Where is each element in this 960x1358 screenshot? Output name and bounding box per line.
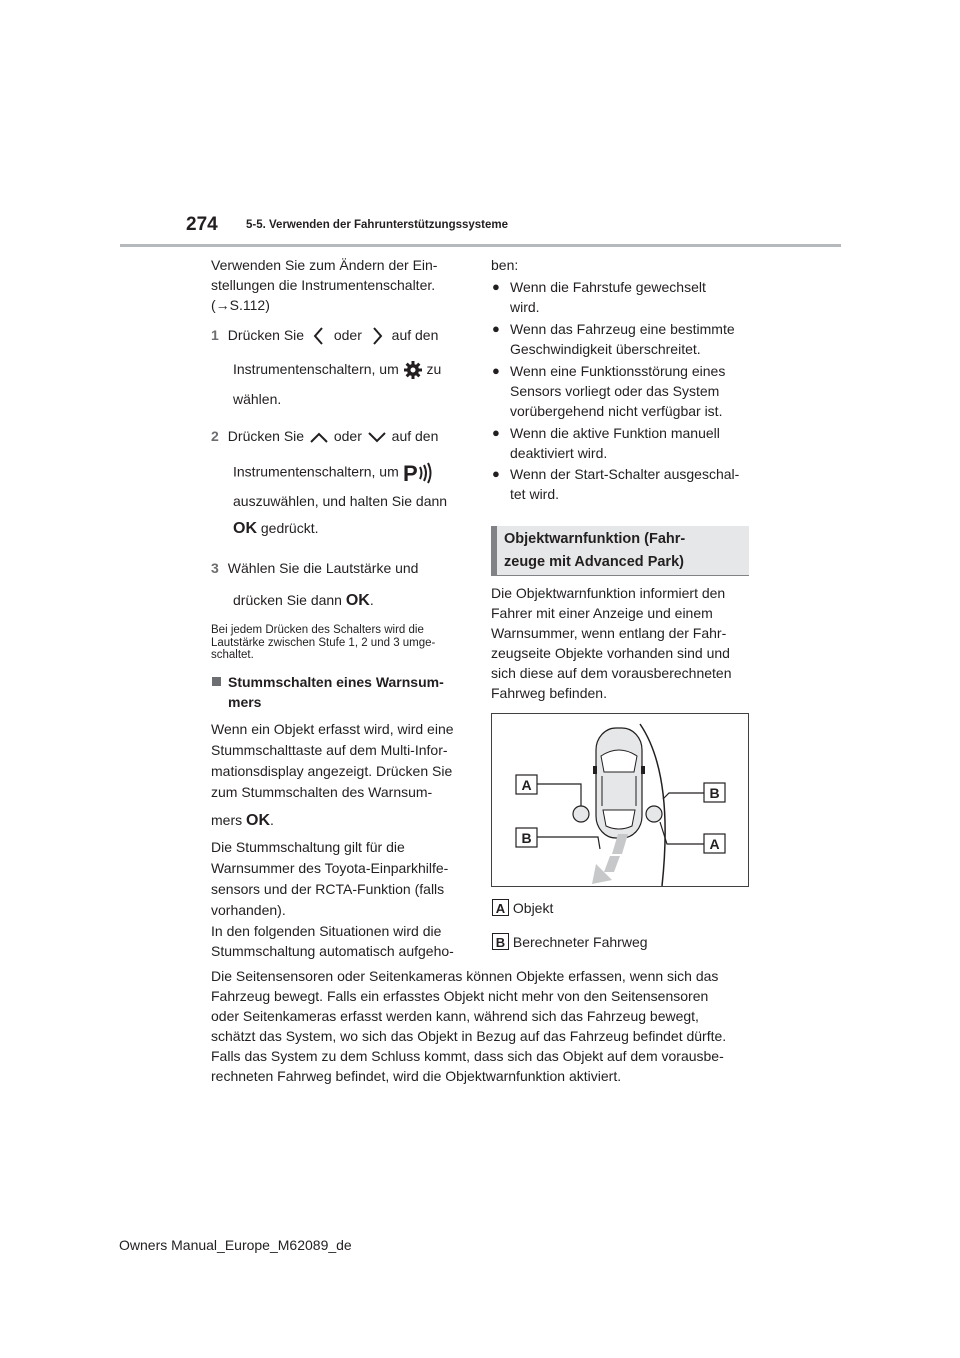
bullet-icon: ● xyxy=(492,425,500,440)
chevron-up-icon xyxy=(308,429,330,445)
label-b-left: B xyxy=(521,830,532,846)
sensor-explanation: Die Seitensensoren oder Seitenkameras können Objekte erfassen, wenn sich das Fahrzeug bewegt. Falls ein erfasstes Objekt nicht mehr von den Seitensensoren oder Seitenkameras erfasst werden kann, während sich das Fahrzeug bewegt, schätzt das System, wo sich das Objekt in Bezug auf das Fahrzeug befindet dürfte. Falls das System zu dem Schluss kommt, dass sich das Objekt auf dem vorausbe- rechneten Fahrweg befindet, wird die Objektwarnfunktion aktiviert. xyxy=(211,968,727,1084)
bullet-item: Wenn die Fahrstufe gewechselt wird. xyxy=(510,279,706,315)
object-right xyxy=(646,806,662,822)
auto-cancel-text: In den folgenden Situationen wird die Stummschaltung automatisch aufgeho- xyxy=(211,923,454,959)
bullet-item: Wenn das Fahrzeug eine bestimmte Geschwindigkeit überschreitet. xyxy=(510,321,735,357)
step-1-line2: Instrumentenschaltern, um zu xyxy=(233,359,441,380)
section-title: 5-5. Verwenden der Fahrunterstützungssysteme xyxy=(246,219,509,231)
step-1-line3: wählen. xyxy=(233,391,282,407)
step-2: 2 Drücken Sie oder auf den xyxy=(211,428,439,444)
mute-scope-text: Die Stummschaltung gilt für die Warnsummer des Toyota-Einparkhilfe- sensors und der RCTA-Funktion (falls vorhanden). xyxy=(211,839,449,918)
header-divider xyxy=(120,244,841,247)
step-3-line2: drücken Sie dann OK. xyxy=(233,592,374,609)
mute-heading: Stummschalten eines Warnsum- mers xyxy=(228,674,444,710)
object-left xyxy=(573,806,589,822)
intro-text: Verwenden Sie zum Ändern der Ein- stellungen die Instrumentenschalter. (→S.112) xyxy=(211,257,438,313)
footer-text: Owners Manual_Europe_M62089_de xyxy=(119,1237,352,1253)
legend-text: Objekt xyxy=(512,900,554,916)
chevron-right-icon xyxy=(366,325,388,347)
object-warning-diagram xyxy=(491,713,749,887)
page-number: 274 xyxy=(186,214,218,235)
bullet-item: Wenn die aktive Funktion manuell deaktiviert wird. xyxy=(510,425,720,461)
legend-text: Berechneter Fahrweg xyxy=(512,934,648,950)
step-3: 3 Wählen Sie die Lautstärke und xyxy=(211,560,419,576)
function-description: Die Objektwarnfunktion informiert den Fahrer mit einer Anzeige und einem Warnsummer, wenn entlang der Fahr- zeugseite Objekte vorhanden sind und sich diese auf dem vorausberechneten Fahrweg befinden. xyxy=(491,585,732,701)
bullet-icon: ● xyxy=(492,321,500,336)
chevron-down-icon xyxy=(366,429,388,445)
mute-text: Wenn ein Objekt erfasst wird, wird eine Stummschalttaste auf dem Multi-Infor- mationsdisplay angezeigt. Drücken Sie zum Stummschalten des Warnsum- xyxy=(211,721,454,800)
step-2-line3: auszuwählen, und halten Sie dann xyxy=(233,493,448,509)
label-b-right: B xyxy=(709,785,720,801)
car-diagram xyxy=(492,714,748,886)
legend-item-b xyxy=(492,932,648,952)
continued-text: ben: xyxy=(491,257,519,273)
ok-button-symbol: OK xyxy=(345,592,370,609)
legend-key: A xyxy=(492,899,509,916)
step-1: 1 Drücken Sie oder auf den xyxy=(211,325,438,347)
legend-item-a xyxy=(492,898,553,918)
label-a-right: A xyxy=(709,836,720,852)
motion-arrow-icon xyxy=(592,834,628,884)
bullet-icon: ● xyxy=(492,279,500,294)
subsection-marker xyxy=(212,677,221,686)
mute-text-last: mers OK. xyxy=(211,812,274,829)
ok-button-symbol: OK xyxy=(233,520,257,537)
bullet-icon: ● xyxy=(492,466,500,481)
chevron-left-icon xyxy=(308,325,330,347)
gear-icon xyxy=(403,360,423,380)
label-a-left: A xyxy=(521,777,532,793)
bullet-item: Wenn der Start-Schalter ausgeschal- tet wird. xyxy=(510,466,740,502)
bullet-item: Wenn eine Funktionsstörung eines Sensors vorliegt oder das System vorübergehend nicht verfügbar ist. xyxy=(510,363,726,419)
section-heading: Objektwarnfunktion (Fahr- zeuge mit Advanced Park) xyxy=(491,526,749,576)
ok-button-symbol: OK xyxy=(246,812,271,829)
volume-note: Bei jedem Drücken des Schalters wird die Lautstärke zwischen Stufe 1, 2 und 3 umge- schaltet. xyxy=(211,624,436,661)
step-2-line2: Instrumentenschaltern, um P xyxy=(233,461,437,485)
svg-text:P: P xyxy=(402,461,418,485)
bullet-icon: ● xyxy=(492,363,500,378)
parking-sensor-icon xyxy=(403,461,437,485)
step-2-line4: OK gedrückt. xyxy=(233,520,319,537)
car-icon xyxy=(593,728,645,838)
legend-key: B xyxy=(492,933,509,950)
